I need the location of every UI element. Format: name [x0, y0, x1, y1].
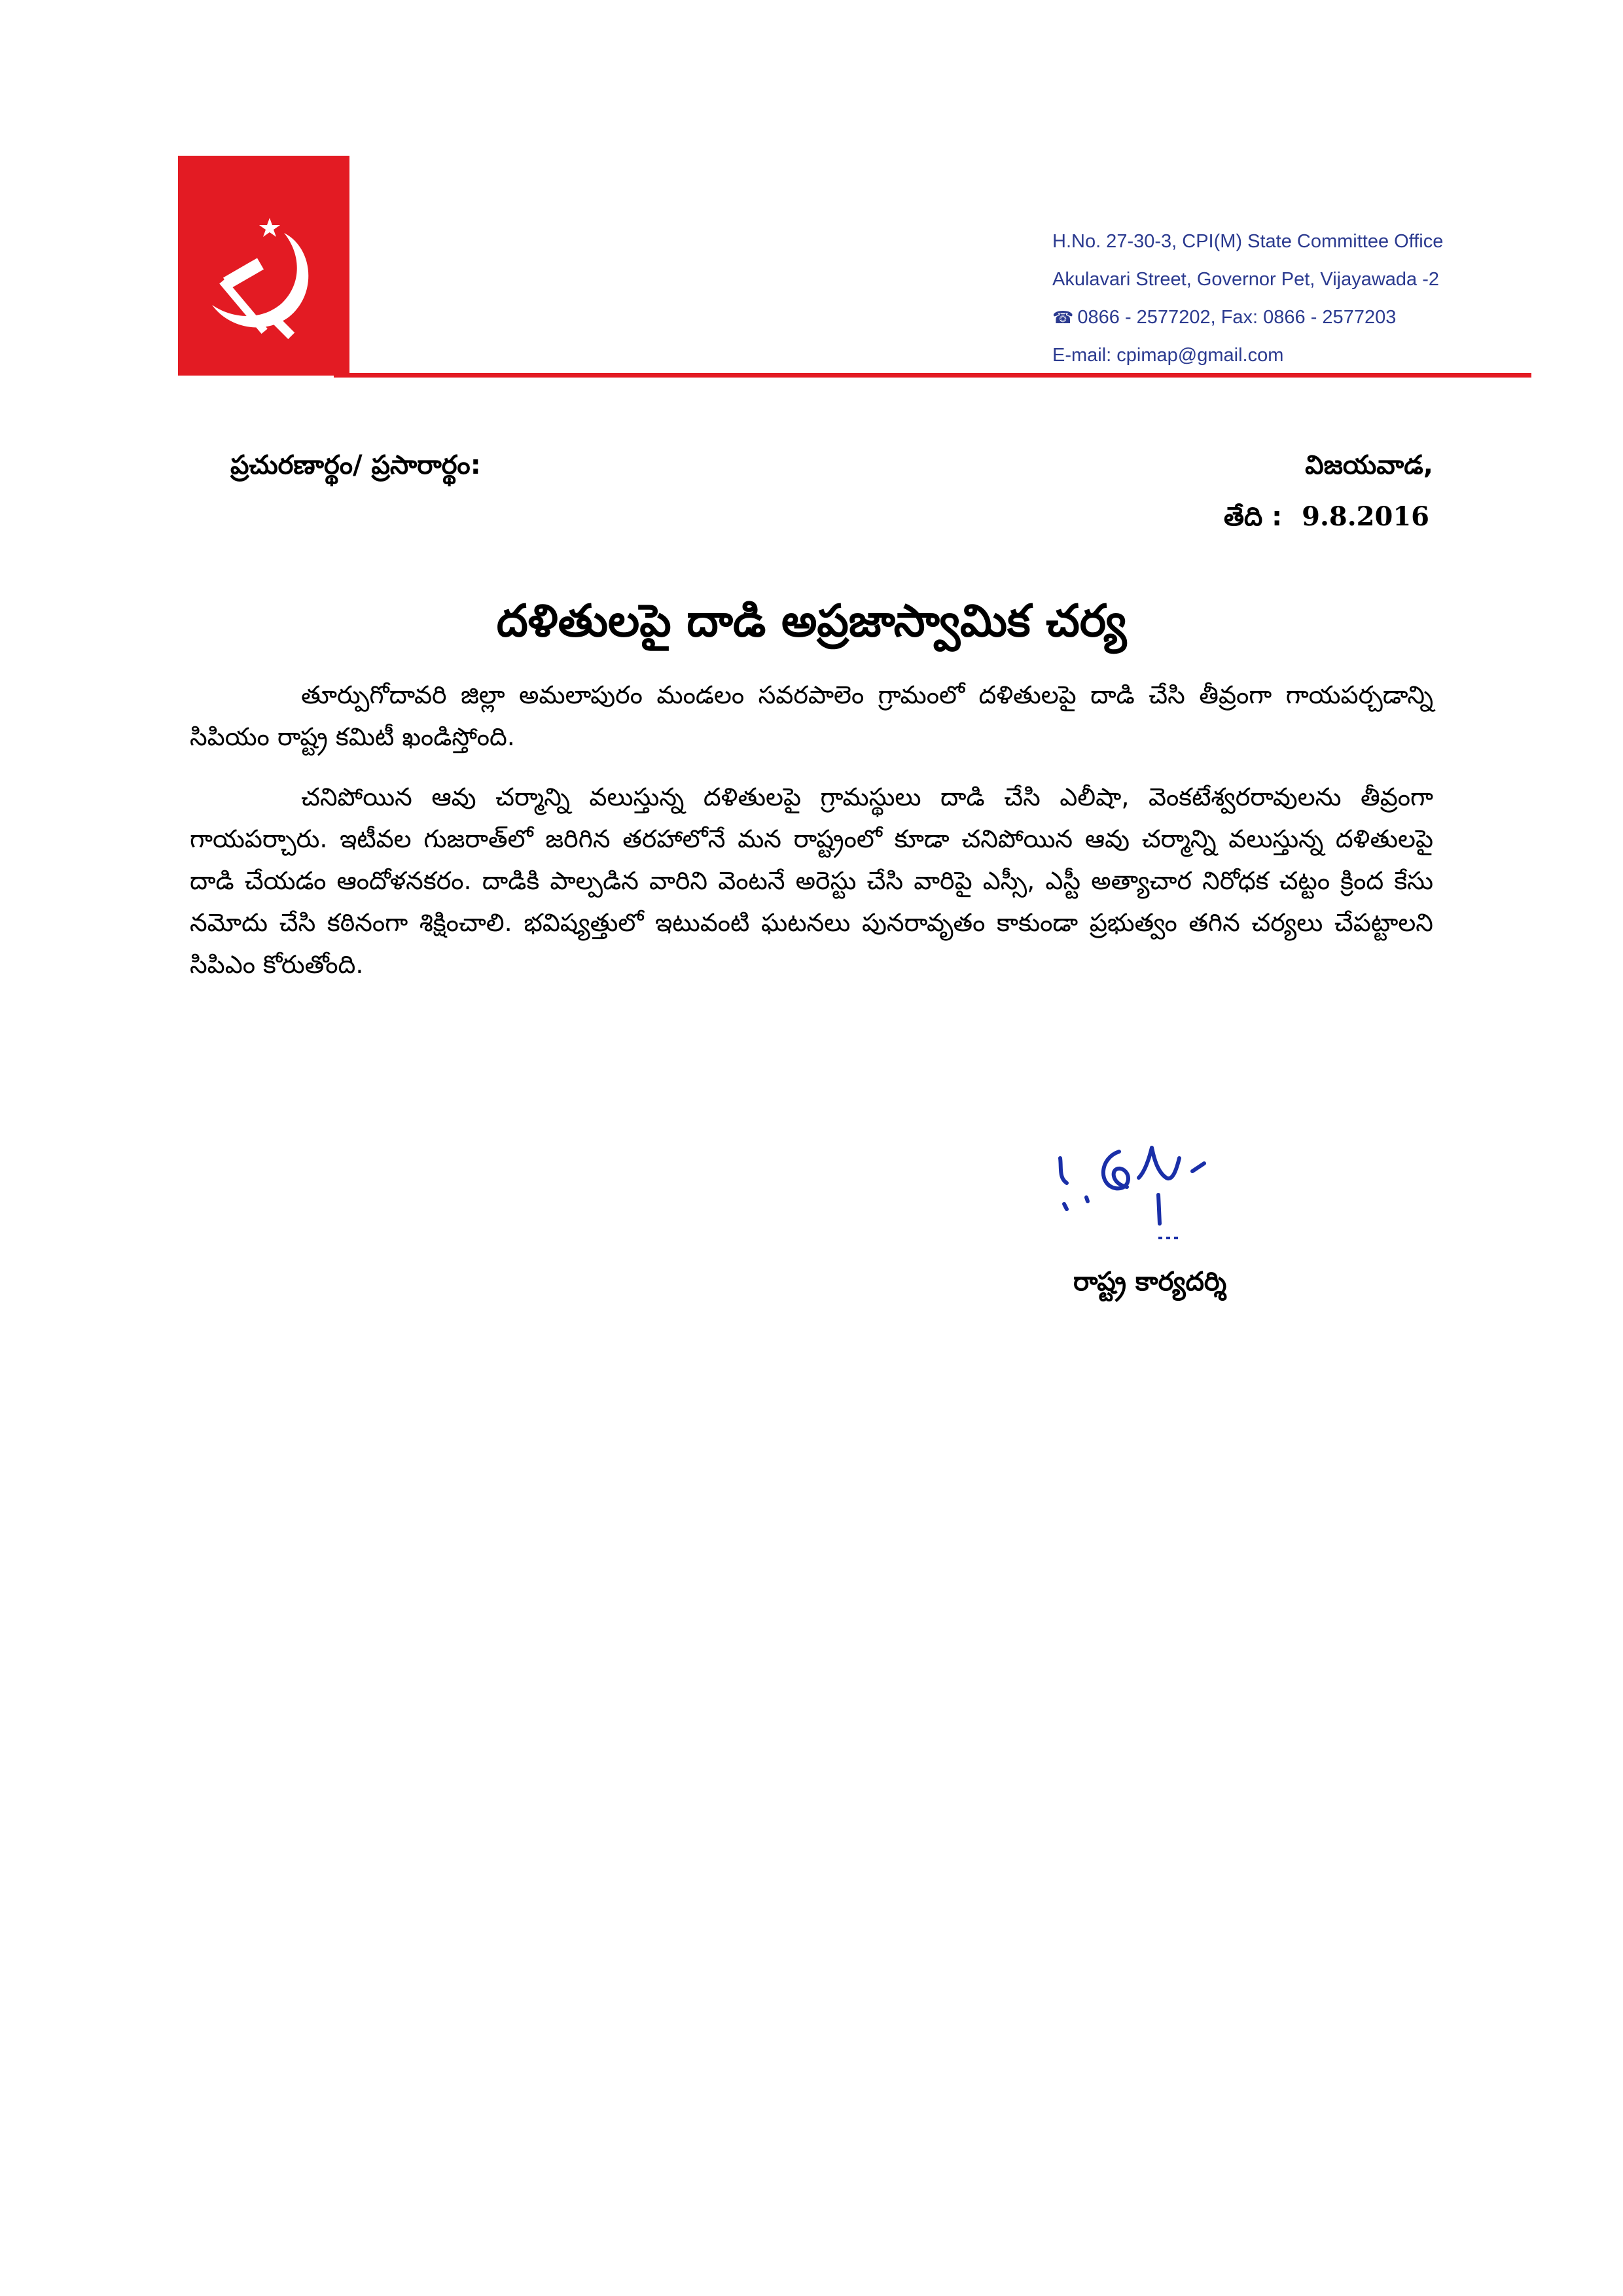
- phone-fax-text: 0866 - 2577202, Fax: 0866 - 2577203: [1077, 307, 1397, 328]
- place-label: విజయవాడ,: [1305, 450, 1433, 480]
- press-release-title: దళితులపై దాడి అప్రజాస్వామిక చర్య: [496, 595, 1127, 647]
- office-address: [1052, 222, 1576, 374]
- address-line-1: H.No. 27-30-3, CPI(M) State Committee Office: [1052, 231, 1444, 252]
- date-line: [1224, 501, 1429, 539]
- date-value: 9.8.2016: [1302, 501, 1429, 532]
- signatory-designation: రాష్ట్ర కార్యదర్శి: [1073, 1267, 1227, 1297]
- hammer-sickle-star-icon: [178, 156, 349, 376]
- phone-line: [1052, 298, 1576, 336]
- phone-icon: ☎: [1052, 308, 1074, 327]
- press-release-body: [190, 674, 1433, 1004]
- address-line-2: Akulavari Street, Governor Pet, Vijayawada -2: [1052, 269, 1440, 290]
- paragraph-2: చనిపోయిన ఆవు చర్మాన్ని వలుస్తున్న దళితులపై గ్రామస్థులు దాడి చేసి ఎలీషా, వెంకటేశ్వరరావులను తీవ్రంగా గాయపర్చారు. ఇటీవల గుజరాత్‌లో జరిగిన తరహాలోనే మన రాష్ట్రంలో కూడా చనిపోయిన ఆవు చర్మాన్ని వలుస్తున్న దళితులపై దాడి చేయడం ఆందోళనకరం. దాడికి పాల్పడిన వారిని వెంటనే అరెస్టు చేసి వారిపై ఎస్సీ, ఎస్టీ అత్యాచార నిరోధక చట్టం క్రింద కేసు నమోదు చేసి కఠినంగా శిక్షించాలి. భవిష్యత్తులో ఇటువంటి ఘటనలు పునరావృతం కాకుండా ప్రభుత్వం తగిన చర్యలు చేపట్టాలని సిపిఎం కోరుతోంది.: [190, 783, 1433, 979]
- paragraph-1: తూర్పుగోదావరి జిల్లా అమలాపురం మండలం సవరపాలెం గ్రామంలో దళితులపై దాడి చేసి తీవ్రంగా గాయపర్చడాన్ని సిపియం రాష్ట్ర కమిటీ ఖండిస్తోంది.: [190, 680, 1433, 751]
- signature: [1047, 1132, 1309, 1263]
- email-line: E-mail: cpimap@gmail.com: [1052, 345, 1284, 366]
- party-logo: [178, 156, 349, 376]
- date-label: తేది :: [1223, 502, 1283, 532]
- publication-label: ప్రచురణార్థం/ ప్రసారార్థం:: [230, 450, 481, 480]
- handwritten-signature: [1047, 1132, 1309, 1263]
